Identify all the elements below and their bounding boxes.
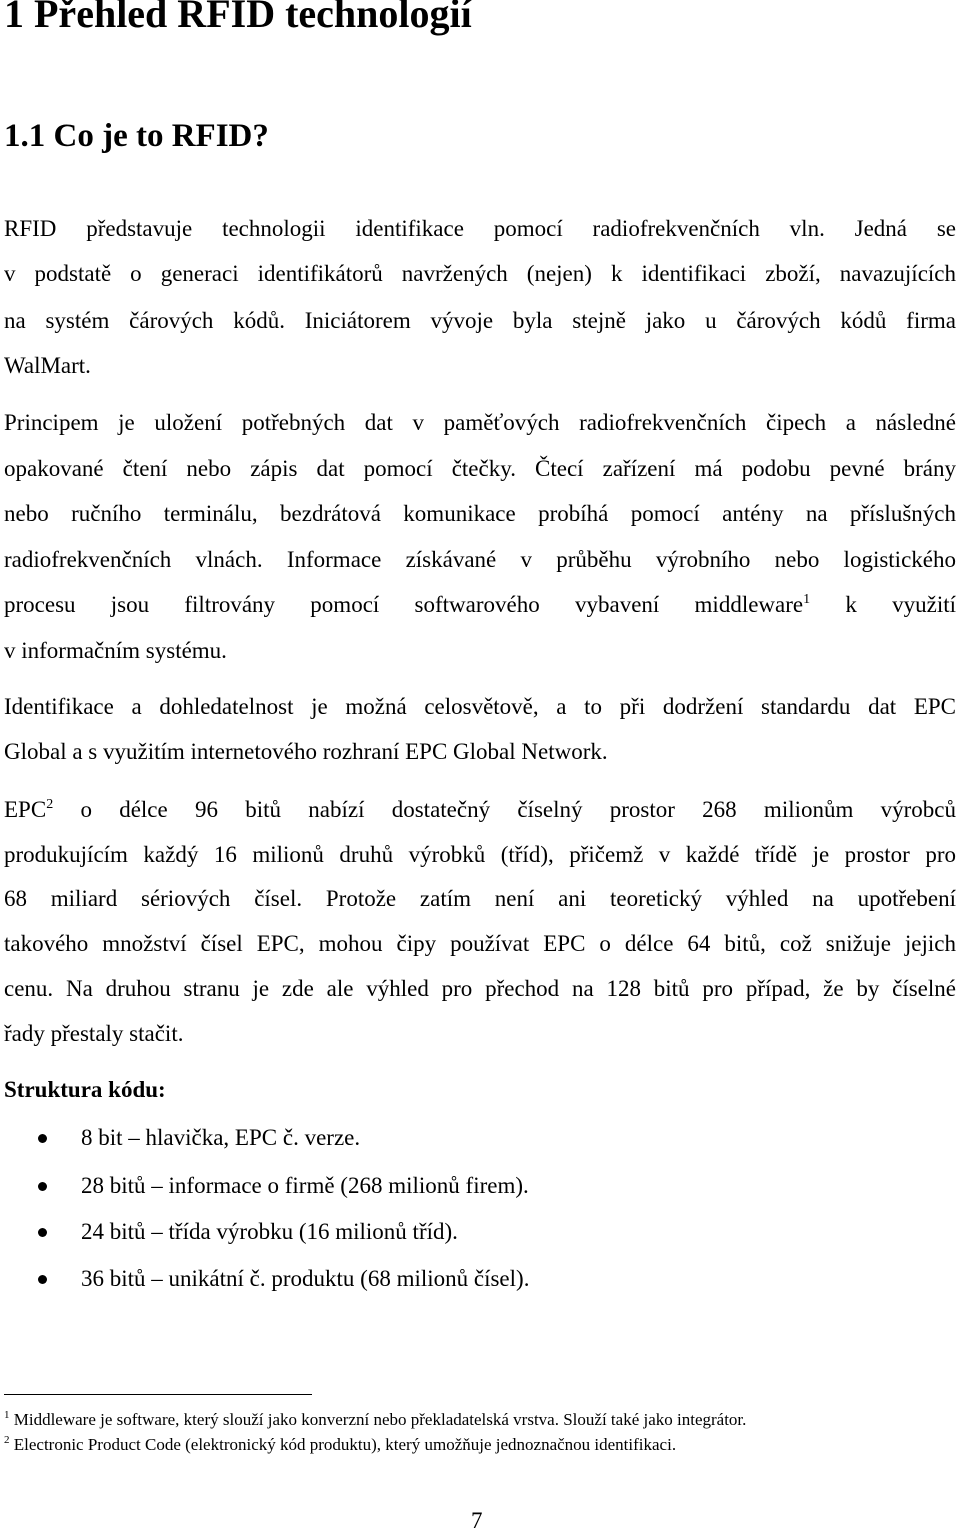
footnote-text: Middleware je software, který slouží jako konverzní nebo překladatelská vrstva. Slouží také jako integrátor. xyxy=(13,1410,747,1429)
bullet-icon xyxy=(38,1275,47,1284)
bullet-icon xyxy=(38,1228,47,1237)
paragraph-line: RFID představuje technologii identifikace pomocí radiofrekvenčních vln. Jedná se xyxy=(4,216,956,241)
bullet-icon xyxy=(38,1134,47,1143)
paragraph-line: opakované čtení nebo zápis dat pomocí čtečky. Čtecí zařízení má podobu pevné brány xyxy=(4,456,956,481)
page-number: 7 xyxy=(471,1508,483,1533)
paragraph-line: Identifikace a dohledatelnost je možná celosvětově, a to při dodržení standardu dat EPC xyxy=(4,694,956,719)
paragraph-line: produkujícím každý 16 milionů druhů výrobků (tříd), přičemž v každé třídě je prostor pro xyxy=(4,842,956,867)
paragraph-line xyxy=(4,590,956,620)
list-item-text: 24 bitů – třída výrobku (16 milionů tříd). xyxy=(81,1219,458,1244)
list-item-text: 28 bitů – informace o firmě (268 milionů firem). xyxy=(81,1173,529,1198)
footnote-2 xyxy=(4,1434,676,1456)
paragraph-line: řady přestaly stačit. xyxy=(4,1021,184,1046)
paragraph-line: 68 miliard sériových čísel. Protože zatím není ani teoretický výhled na upotřebení xyxy=(4,886,956,911)
line-text: k využití xyxy=(845,592,956,617)
footnote-text: Electronic Product Code (elektronický kód produktu), který umožňuje jednoznačnou identifikaci. xyxy=(13,1435,677,1454)
footnote-1 xyxy=(4,1409,746,1431)
paragraph-line: na systém čárových kódů. Iniciátorem vývoje byla stejně jako u čárových kódů firma xyxy=(4,308,956,333)
paragraph-line: nebo ručního terminálu, bezdrátová komunikace probíhá pomocí antény na příslušných xyxy=(4,501,956,526)
list-item-text: 36 bitů – unikátní č. produktu (68 milionů čísel). xyxy=(81,1266,530,1291)
structure-heading: Struktura kódu: xyxy=(4,1077,166,1102)
bullet-icon xyxy=(38,1182,47,1191)
section-heading: 1.1 Co je to RFID? xyxy=(4,118,269,154)
footnote-separator xyxy=(4,1394,312,1395)
footnote-mark: 2 xyxy=(4,1434,10,1446)
paragraph-line: Principem je uložení potřebných dat v paměťových radiofrekvenčních čipech a následné xyxy=(4,410,956,435)
paragraph-line: takového množství čísel EPC, mohou čipy používat EPC o délce 64 bitů, což snižuje jejich xyxy=(4,931,956,956)
paragraph-line xyxy=(4,795,956,825)
paragraph-line: v informačním systému. xyxy=(4,638,227,663)
paragraph-line: v podstatě o generaci identifikátorů navržených (nejen) k identifikaci zboží, navazujících xyxy=(4,261,956,286)
line-text: o délce 96 bitů nabízí dostatečný číselný prostor 268 milionům výrobců xyxy=(80,797,956,822)
line-text: EPC xyxy=(4,797,47,822)
paragraph-line: Global a s využitím internetového rozhraní EPC Global Network. xyxy=(4,739,608,764)
footnote-mark: 1 xyxy=(4,1409,10,1421)
paragraph-line: WalMart. xyxy=(4,353,91,378)
footnote-ref-2[interactable]: 2 xyxy=(46,797,54,812)
paragraph-line: cenu. Na druhou stranu je zde ale výhled pro přechod na 128 bitů pro případ, že by číselné xyxy=(4,976,956,1001)
footnote-ref-1[interactable]: 1 xyxy=(803,592,811,607)
line-text: procesu jsou filtrovány pomocí softwarového vybavení middleware xyxy=(4,592,804,617)
chapter-heading: 1 Přehled RFID technologií xyxy=(4,0,472,36)
list-item-text: 8 bit – hlavička, EPC č. verze. xyxy=(81,1125,361,1150)
paragraph-line: radiofrekvenčních vlnách. Informace získávané v průběhu výrobního nebo logistického xyxy=(4,547,956,572)
